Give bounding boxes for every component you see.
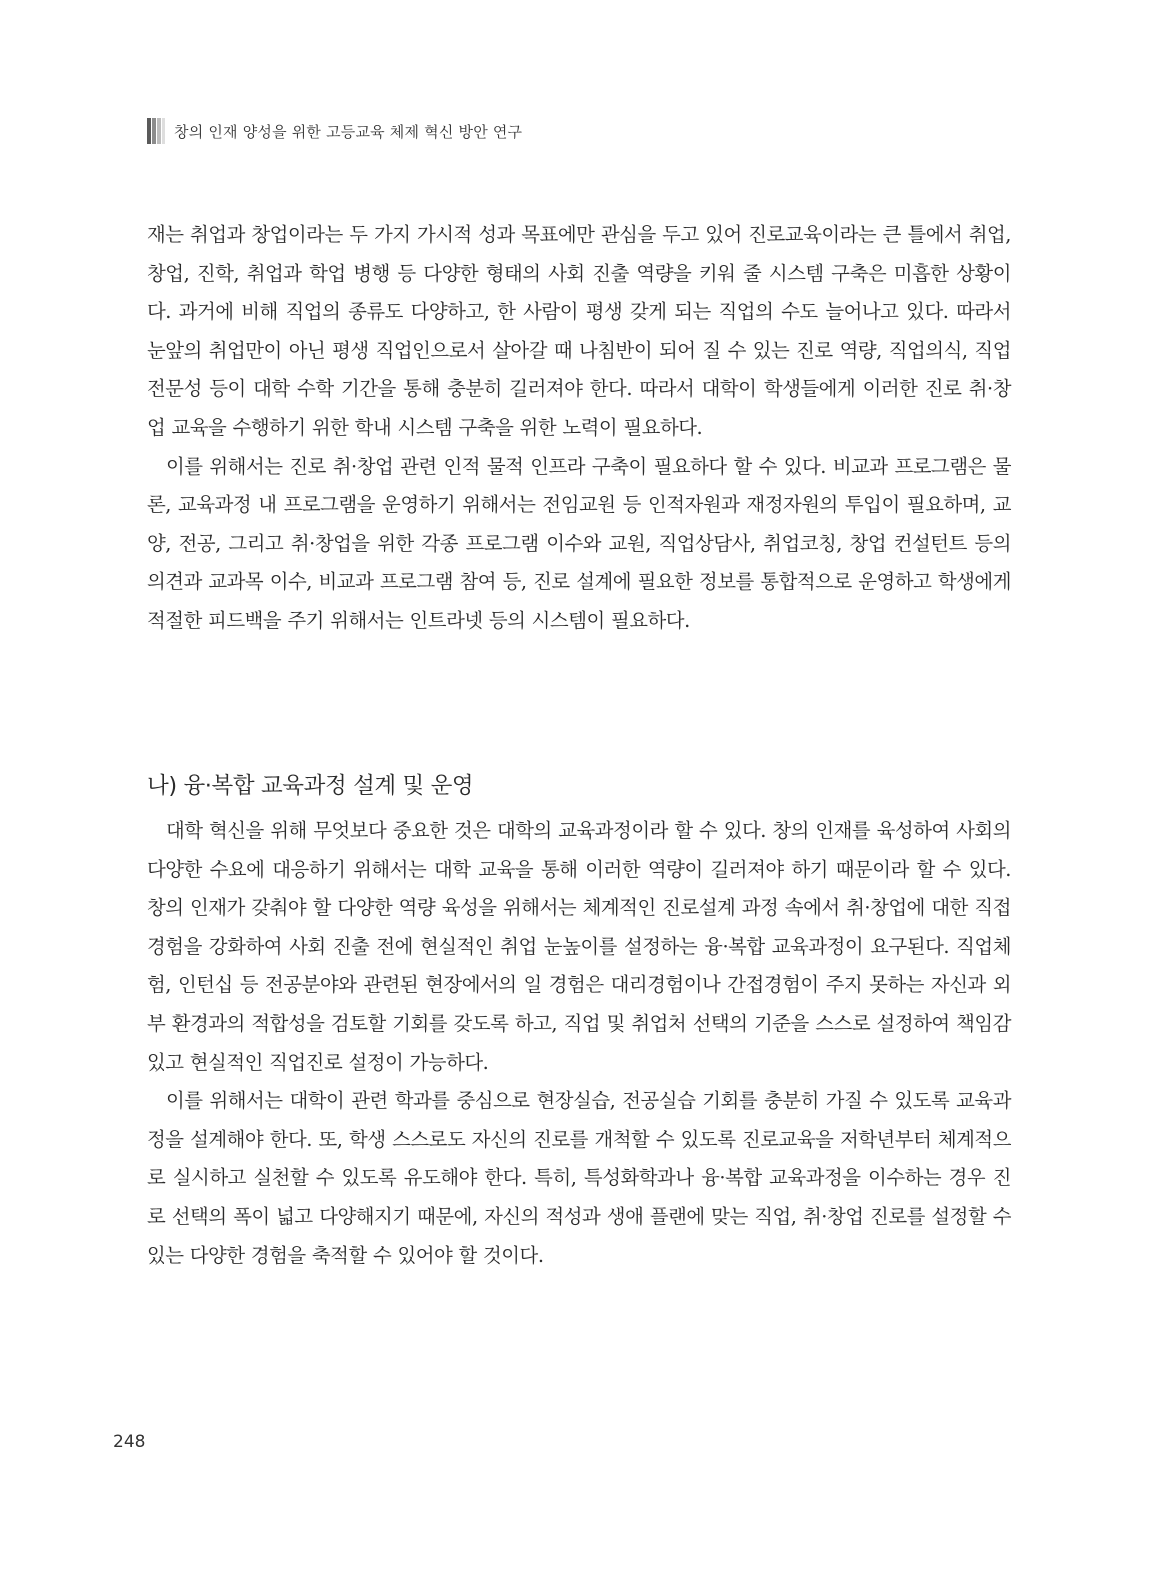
header-bar	[152, 118, 156, 144]
running-header	[147, 118, 522, 144]
header-bar	[162, 118, 165, 144]
section-heading: 나) 융·복합 교육과정 설계 및 운영	[147, 773, 474, 799]
header-bar-ornament	[147, 118, 165, 144]
paragraph: 대학 혁신을 위해 무엇보다 중요한 것은 대학의 교육과정이라 할 수 있다. 창의 인재를 육성하여 사회의 다양한 수요에 대응하기 위해서는 대학 교육을 통해 이러한 역량이 길러져야 하기 때문이라 할 수 있다. 창의 인재가 갖춰야 할 다양한 역량 육성을 위해서는 체계적인 진로설계 과정 속에서 취·창업에 대한 직접 경험을 강화하여 사회 진출 전에 현실적인 취업 눈높이를 설정하는 융·복합 교육과정이 요구된다. 직업체험, 인턴십 등 전공분야와 관련된 현장에서의 일 경험은 대리경험이나 간접경험이 주지 못하는 자신과 외부 환경과의 적합성을 검토할 기회를 갖도록 하고, 직업 및 취업처 선택의 기준을 스스로 설정하여 책임감 있고 현실적인 직업진로 설정이 가능하다.	[147, 819, 1011, 1074]
paragraph: 이를 위해서는 진로 취·창업 관련 인적 물적 인프라 구축이 필요하다 할 수 있다. 비교과 프로그램은 물론, 교육과정 내 프로그램을 운영하기 위해서는 전임교원 등 인적자원과 재정자원의 투입이 필요하며, 교양, 전공, 그리고 취·창업을 위한 각종 프로그램 이수와 교원, 직업상담사, 취업코칭, 창업 컨설턴트 등의 의견과 교과목 이수, 비교과 프로그램 참여 등, 진로 설계에 필요한 정보를 통합적으로 운영하고 학생에게 적절한 피드백을 주기 위해서는 인트라넷 등의 시스템이 필요하다.	[147, 454, 1011, 632]
header-bar	[147, 118, 151, 144]
running-header-title: 창의 인재 양성을 위한 고등교육 체제 혁신 방안 연구	[174, 122, 523, 141]
body-text-top	[147, 216, 1011, 641]
paragraph: 재는 취업과 창업이라는 두 가지 가시적 성과 목표에만 관심을 두고 있어 진로교육이라는 큰 틀에서 취업, 창업, 진학, 취업과 학업 병행 등 다양한 형태의 사회 진출 역량을 키워 줄 시스템 구축은 미흡한 상황이다. 과거에 비해 직업의 종류도 다양하고, 한 사람이 평생 갖게 되는 직업의 수도 늘어나고 있다. 따라서 눈앞의 취업만이 아닌 평생 직업인으로서 살아갈 때 나침반이 되어 질 수 있는 진로 역량, 직업의식, 직업전문성 등이 대학 수학 기간을 통해 충분히 길러져야 한다. 따라서 대학이 학생들에게 이러한 진로 취·창업 교육을 수행하기 위한 학내 시스템 구축을 위한 노력이 필요하다.	[147, 223, 1011, 439]
section-body-text	[147, 812, 1011, 1275]
page-number: 248	[113, 1432, 146, 1452]
paragraph: 이를 위해서는 대학이 관련 학과를 중심으로 현장실습, 전공실습 기회를 충분히 가질 수 있도록 교육과정을 설계해야 한다. 또, 학생 스스로도 자신의 진로를 개척할 수 있도록 진로교육을 저학년부터 체계적으로 실시하고 실천할 수 있도록 유도해야 한다. 특히, 특성화학과나 융·복합 교육과정을 이수하는 경우 진로 선택의 폭이 넓고 다양해지기 때문에, 자신의 적성과 생애 플랜에 맞는 직업, 취·창업 진로를 설정할 수 있는 다양한 경험을 축적할 수 있어야 할 것이다.	[147, 1089, 1011, 1267]
header-bar	[157, 118, 161, 144]
